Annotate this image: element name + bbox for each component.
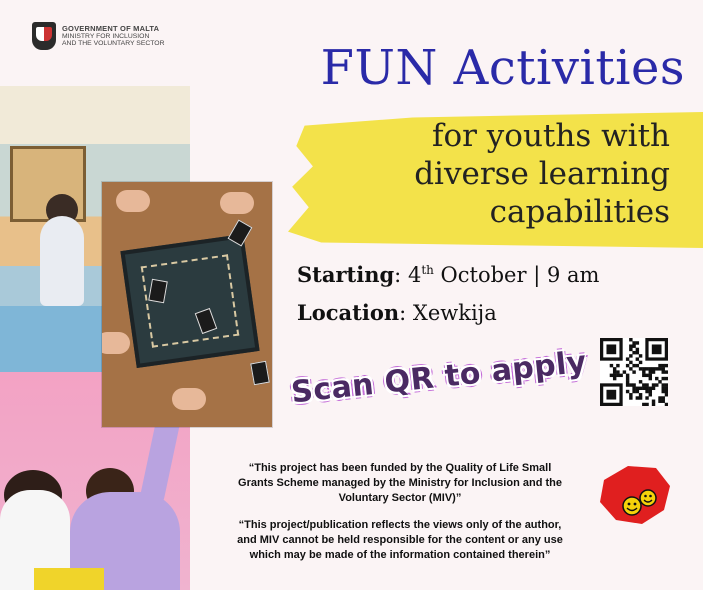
yellow-couch [34, 568, 104, 590]
qr-module [655, 367, 658, 370]
qr-module [658, 396, 661, 399]
child-body [40, 216, 84, 306]
qr-module [629, 396, 632, 399]
smiley-sticker-graphic [598, 462, 672, 528]
qr-module [606, 344, 616, 354]
qr-module [645, 390, 648, 393]
qr-module [613, 377, 616, 380]
qr-module [639, 396, 642, 399]
qr-module [639, 380, 642, 383]
qr-module [665, 403, 668, 406]
qr-module [610, 364, 613, 367]
player-hand [220, 192, 254, 214]
qr-module [639, 367, 642, 370]
qr-module [655, 377, 658, 380]
qr-module [632, 370, 635, 373]
qr-module [645, 367, 648, 370]
qr-module [636, 357, 639, 360]
qr-module [632, 351, 635, 354]
qr-module [629, 367, 632, 370]
qr-module [632, 364, 635, 367]
qr-module [649, 377, 652, 380]
qr-module [636, 351, 639, 354]
qr-module [652, 370, 655, 373]
qr-code-icon[interactable] [600, 338, 668, 406]
responsibility-line-1: “This project/publication reflects the views only of the author, [238, 519, 562, 531]
qr-module [662, 364, 665, 367]
qr-module [665, 383, 668, 386]
qr-module [639, 354, 642, 357]
qr-module [652, 344, 662, 354]
qr-module [639, 361, 642, 364]
qr-module [652, 403, 655, 406]
qr-module [639, 393, 642, 396]
logo-line-2: MINISTRY FOR INCLUSION [62, 32, 150, 40]
qr-module [629, 393, 632, 396]
starting-rest: October | 9 am [433, 263, 600, 287]
qr-module [662, 400, 665, 403]
qr-module [658, 367, 661, 370]
qr-module [642, 367, 645, 370]
qr-module [649, 387, 652, 390]
qr-module [658, 400, 661, 403]
funding-line-2: Grants Scheme managed by the Ministry for Inclusion and the [238, 477, 562, 489]
qr-module [662, 367, 665, 370]
poster-subtitle [414, 117, 670, 231]
qr-module [649, 374, 652, 377]
qr-module [642, 387, 645, 390]
qr-module [629, 348, 632, 351]
qr-module [649, 390, 652, 393]
qr-module [662, 396, 665, 399]
qr-module [629, 354, 632, 357]
qr-module [636, 390, 639, 393]
qr-module [636, 387, 639, 390]
qr-module [645, 374, 648, 377]
qr-module [639, 387, 642, 390]
game-card [250, 361, 270, 385]
qr-module [626, 380, 629, 383]
qr-module [662, 383, 665, 386]
qr-module [629, 361, 632, 364]
qr-module [632, 341, 635, 344]
qr-module [649, 367, 652, 370]
player-hand [102, 332, 130, 354]
qr-module [645, 387, 648, 390]
logo-line-3: AND THE VOLUNTARY SECTOR [62, 39, 165, 47]
qr-module [665, 390, 668, 393]
qr-module [636, 364, 639, 367]
qr-module [626, 374, 629, 377]
qr-module [652, 383, 655, 386]
location-label: Location [297, 300, 400, 325]
responsibility-disclaimer [225, 518, 575, 563]
qr-module [636, 348, 639, 351]
qr-module [616, 370, 619, 373]
qr-module [626, 377, 629, 380]
qr-module [649, 393, 652, 396]
qr-module [613, 374, 616, 377]
qr-module [642, 370, 645, 373]
qr-module [642, 374, 645, 377]
qr-module [606, 390, 616, 400]
board-game-photo [102, 182, 272, 427]
funding-disclaimer [225, 461, 575, 506]
qr-module [632, 387, 635, 390]
qr-module [632, 383, 635, 386]
qr-module [658, 364, 661, 367]
starting-label: Starting [297, 262, 395, 287]
qr-module [636, 396, 639, 399]
qr-module [645, 383, 648, 386]
qr-module [652, 387, 655, 390]
qr-module [652, 367, 655, 370]
qr-module [662, 370, 665, 373]
qr-module [610, 374, 613, 377]
qr-module [629, 344, 632, 347]
qr-module [623, 370, 626, 373]
qr-module [629, 383, 632, 386]
responsibility-line-3: which may be made of the information contained therein” [249, 549, 551, 561]
qr-module [626, 390, 629, 393]
player-hand [116, 190, 150, 212]
qr-module [642, 383, 645, 386]
qr-module [642, 403, 645, 406]
qr-module [662, 387, 665, 390]
logo-line-1: GOVERNMENT OF MALTA [62, 23, 160, 33]
subtitle-line-1: for youths with [431, 118, 670, 154]
starting-info: Starting: 4th October | 9 am [297, 262, 600, 287]
qr-module [658, 380, 661, 383]
poster-title: FUN Activities [320, 40, 685, 96]
qr-module [626, 364, 629, 367]
qr-module [632, 390, 635, 393]
funding-line-3: Voluntary Sector (MIV)” [338, 492, 462, 504]
starting-day: 4 [407, 263, 422, 287]
board-game [120, 234, 259, 368]
starting-ordinal: th [421, 263, 434, 277]
qr-module [665, 364, 668, 367]
qr-module [616, 364, 619, 367]
location-info: Location: Xewkija [297, 300, 497, 325]
qr-module [619, 374, 622, 377]
qr-module [632, 344, 635, 347]
subtitle-line-3: capabilities [489, 194, 670, 230]
scan-qr-callout: Scan QR to apply [289, 344, 589, 411]
qr-module [629, 338, 632, 341]
qr-module [665, 387, 668, 390]
location-value: Xewkija [412, 301, 497, 325]
qr-module [636, 341, 639, 344]
qr-module [652, 400, 655, 403]
qr-module [613, 367, 616, 370]
player-hand [172, 388, 206, 410]
responsibility-line-2: and MIV cannot be held responsible for the content or any use [237, 534, 563, 546]
qr-module [655, 383, 658, 386]
qr-module [662, 390, 665, 393]
subtitle-line-2: diverse learning [414, 156, 670, 192]
qr-module [665, 370, 668, 373]
qr-module [645, 396, 648, 399]
qr-module [662, 377, 665, 380]
qr-module [613, 370, 616, 373]
qr-module [616, 374, 619, 377]
smiley-faces-icon [598, 462, 672, 528]
qr-code-graphic [600, 338, 668, 406]
qr-module [649, 370, 652, 373]
qr-module [645, 403, 648, 406]
qr-module [665, 377, 668, 380]
qr-module [626, 357, 629, 360]
qr-module [626, 383, 629, 386]
funding-line-1: “This project has been funded by the Quality of Life Small [248, 462, 552, 474]
qr-module [665, 393, 668, 396]
